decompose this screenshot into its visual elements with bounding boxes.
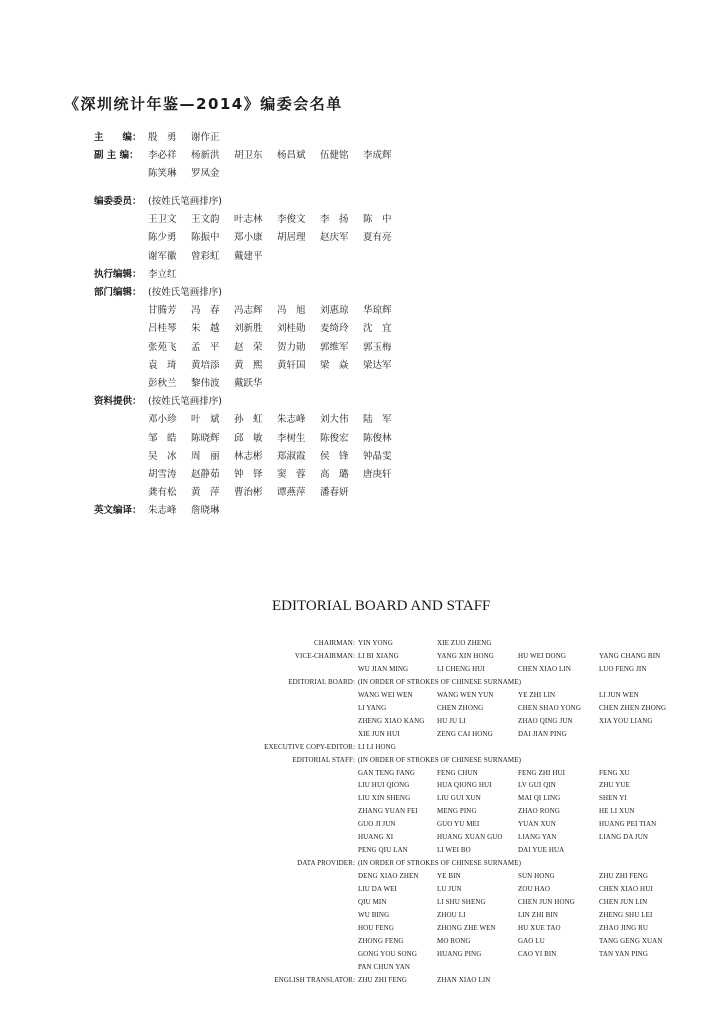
data-provider-name: 钟 铎 <box>234 469 263 480</box>
en-staff-member-name: PENG QIU LAN <box>358 846 408 855</box>
data-provider-name: 叶 斌 <box>191 414 220 426</box>
en-vice-chairman-name: CHEN XIAO LIN <box>518 664 572 673</box>
en-chairman-name: YIN YONG <box>358 639 393 647</box>
dept-editor-name: 郭玉梅 <box>363 341 392 353</box>
en-staff-member-name: ZHAO RONG <box>518 807 560 816</box>
board-label: 编委委员： <box>94 196 142 207</box>
en-data-provider-name: CAO YI BIN <box>518 949 557 958</box>
en-board-member-name: YE ZHI LIN <box>518 690 556 699</box>
en-board-member-name: CHEN SHAO YONG <box>518 703 581 712</box>
en-translator-name: ZHAN XIAO LIN <box>437 975 491 984</box>
board-member-name: 赵庆军 <box>320 232 349 244</box>
en-data-provider-name: TAN YAN PING <box>599 949 648 958</box>
en-board-member-name: ZHAO QING JUN <box>518 716 573 725</box>
en-translator-label: ENGLISH TRANSLATOR: <box>274 975 355 984</box>
vice-editor-name: 杨新洪 <box>191 150 220 162</box>
en-staff-member-name: SHEN YI <box>599 794 627 803</box>
dept-editor-name: 孟 平 <box>191 341 220 353</box>
data-provider-name: 胡雪涛 <box>148 469 177 480</box>
dept-editor-name: 冯 旭 <box>277 305 306 317</box>
en-data-provider-name: LIN ZHI BIN <box>518 910 558 919</box>
data-provider-name: 黄 萍 <box>191 487 220 499</box>
data-provider-name: 陈俊林 <box>363 432 392 444</box>
en-data-provider-name: SUN HONG <box>518 872 555 881</box>
exec-editor-label: 执行编辑： <box>94 268 142 280</box>
dept-editor-name: 郭维军 <box>320 341 349 353</box>
data-provider-name: 侯 锋 <box>320 450 349 462</box>
en-staff-member-name: YUAN XUN <box>518 820 556 829</box>
dept-editor-name: 彭秋兰 <box>148 378 177 389</box>
en-chairman-name: XIE ZUO ZHENG <box>437 639 492 647</box>
data-provider-name: 唐庚轩 <box>363 469 392 480</box>
exec-editor-name: 李立红 <box>148 268 177 280</box>
en-data-provider-name: YE BIN <box>437 872 461 881</box>
en-data-provider-name: WU BING <box>358 910 390 919</box>
en-staff-member-name: FENG XU <box>599 768 630 777</box>
dept-editor-name: 黄轩国 <box>277 359 306 371</box>
en-staff-member-name: GAN TENG FANG <box>358 768 416 777</box>
en-board-member-name: ZHENG XIAO KANG <box>358 716 425 725</box>
en-staff-member-name: LIANG YAN <box>518 833 557 842</box>
dept-editor-name: 刘惠琼 <box>320 305 349 317</box>
en-vice-chairman-name: LI CHENG HUI <box>437 664 485 673</box>
en-staff-member-name: LIU XIN SHENG <box>358 794 411 803</box>
data-provider-name: 赵静茹 <box>191 469 220 480</box>
data-provider-name: 周 丽 <box>191 450 220 462</box>
data-provider-name: 孙 虹 <box>234 414 263 426</box>
en-staff-member-name: HUANG XI <box>358 833 394 842</box>
board-member-name: 李俊文 <box>277 214 306 226</box>
en-board-member-name: CHEN ZHEN ZHONG <box>599 703 667 712</box>
data-provider-name: 陈晓辉 <box>191 432 220 444</box>
en-board-member-name: HU JU LI <box>437 716 466 725</box>
dept-editor-name: 刘新胜 <box>234 323 263 335</box>
board-member-name: 戴建平 <box>234 250 263 262</box>
vice-editor-name: 胡卫东 <box>234 150 263 162</box>
en-data-provider-name: HUANG PING <box>437 949 482 958</box>
data-provider-name: 钟晶雯 <box>363 450 392 462</box>
data-provider-name: 陈俊宏 <box>320 432 349 444</box>
data-provider-name: 邓小珍 <box>148 414 177 426</box>
dept-editor-name: 吕桂琴 <box>148 323 177 335</box>
board-member-name: 郑小康 <box>234 232 263 244</box>
data-provider-label: 资料提供： <box>94 396 142 408</box>
en-staff-member-name: ZHANG YUAN FEI <box>358 807 418 816</box>
en-data-provider-name: HOU FENG <box>358 923 394 932</box>
en-data-provider-name: HU XUE TAO <box>518 923 561 932</box>
board-member-name: 谢军徽 <box>148 250 177 262</box>
data-provider-name: 龚有松 <box>148 487 177 499</box>
vice-editor-name: 李必祥 <box>148 150 177 162</box>
dept-editor-name: 黎伟波 <box>191 378 220 389</box>
en-exec-editor-name: LI LI HONG <box>358 742 396 751</box>
translator-label: 英文编译： <box>94 505 142 517</box>
en-data-provider-name: GAO LU <box>518 936 545 945</box>
data-provider-name: 朱志峰 <box>277 414 306 426</box>
en-staff-member-name: MAI QI LING <box>518 794 561 803</box>
en-staff-member-name: LIANG DA JUN <box>599 833 649 842</box>
dept-editor-name: 冯志辉 <box>234 305 263 317</box>
en-staff-member-name: HUANG XUAN GUO <box>437 833 503 842</box>
vice-editor-label: 副 主 编： <box>94 150 139 162</box>
dept-editor-name: 张苑飞 <box>148 341 177 353</box>
en-staff-member-name: GUO YU MEI <box>437 820 480 829</box>
dept-editor-name: 梁 焱 <box>320 359 349 371</box>
data-provider-name: 陆 军 <box>363 414 392 426</box>
en-chairman-label: CHAIRMAN: <box>314 639 355 647</box>
dept-editor-name: 黄 熙 <box>234 359 263 371</box>
dept-editor-name: 梁达军 <box>363 359 392 371</box>
english-title-text: EDITORIAL BOARD AND STAFF <box>272 598 491 614</box>
en-data-provider-name: CHEN JUN HONG <box>518 898 575 906</box>
translator-name: 朱志峰 <box>148 505 177 517</box>
en-staff-member-name: LIU HUI QIONG <box>358 781 410 790</box>
board-member-name: 胡居理 <box>277 232 306 244</box>
en-vice-chairman-label: VICE-CHAIRMAN: <box>294 651 355 660</box>
en-vice-chairman-name: WU JIAN MING <box>358 664 409 673</box>
dept-editor-name: 袁 琦 <box>148 359 177 371</box>
board-member-name: 王卫文 <box>148 214 177 226</box>
en-staff-member-name: ZHU YUE <box>599 781 630 790</box>
board-member-name: 李 扬 <box>320 214 349 226</box>
data-provider-name: 邱 敏 <box>234 432 263 444</box>
en-vice-chairman-name: LI BI XIANG <box>358 651 399 660</box>
en-staff-member-name: HUANG PEI TIAN <box>599 820 657 829</box>
en-board-order-note: (IN ORDER OF STROKES OF CHINESE SURNAME) <box>358 677 522 686</box>
en-staff-member-name: FENG ZHI HUI <box>518 768 566 777</box>
en-data-provider-name: ZOU HAO <box>518 885 551 894</box>
dept-editor-name: 贺力勋 <box>277 341 306 353</box>
en-staff-member-name: HE LI XUN <box>599 807 635 816</box>
en-staff-member-name: LIU GUI XUN <box>437 794 481 803</box>
dept-editor-name: 黄培添 <box>191 359 220 371</box>
en-data-provider-name: ZHONG FENG <box>358 936 404 945</box>
data-provider-name: 高 璐 <box>320 469 349 480</box>
dept-editor-name: 戴跃华 <box>234 378 263 389</box>
en-staff-member-name: LV GUI QIN <box>518 781 556 790</box>
vice-editor-name: 陈笑琳 <box>148 168 177 180</box>
en-data-provider-name: LIU DA WEI <box>358 885 397 894</box>
en-board-label: EDITORIAL BOARD: <box>288 677 355 686</box>
vice-editor-name: 伍健铭 <box>320 150 349 162</box>
dept-editor-label: 部门编辑： <box>94 287 142 298</box>
en-staff-member-name: MENG PING <box>437 807 477 816</box>
editor-name: 殷 勇 <box>148 132 177 143</box>
translator-name: 詹晓琳 <box>191 505 220 517</box>
en-board-member-name: XIA YOU LIANG <box>599 716 653 725</box>
data-provider-name: 潘春妍 <box>320 487 349 499</box>
board-order-note: (按姓氏笔画排序) <box>148 196 222 207</box>
en-data-provider-name: PAN CHUN YAN <box>358 962 411 971</box>
board-member-name: 曾彩虹 <box>191 250 220 262</box>
data-provider-name: 吴 冰 <box>148 450 177 462</box>
en-data-provider-name: LI SHU SHENG <box>437 898 486 906</box>
data-provider-name: 谭燕萍 <box>277 487 306 499</box>
data-provider-name: 邹 皓 <box>148 432 177 444</box>
en-staff-member-name: GUO JI JUN <box>358 820 396 829</box>
en-data-provider-name: TANG GENG XUAN <box>599 936 663 945</box>
board-member-name: 王文韵 <box>191 214 220 226</box>
en-data-provider-name: MO RONG <box>437 936 471 945</box>
en-data-provider-name: ZHONG ZHE WEN <box>437 923 496 932</box>
en-staff-label: EDITORIAL STAFF: <box>292 755 355 764</box>
en-data-provider-label: DATA PROVIDER: <box>297 859 355 868</box>
en-board-member-name: WANG WEN YUN <box>437 690 494 699</box>
en-vice-chairman-name: YANG XIN HONG <box>437 651 494 660</box>
dept-editor-name: 朱 越 <box>191 323 220 335</box>
board-member-name: 陈 中 <box>363 214 392 226</box>
en-staff-order-note: (IN ORDER OF STROKES OF CHINESE SURNAME) <box>358 755 522 764</box>
en-data-provider-name: GONG YOU SONG <box>358 949 417 958</box>
vice-editor-name: 杨昌斌 <box>277 150 306 162</box>
en-board-member-name: WANG WEI WEN <box>358 690 413 699</box>
en-data-provider-name: ZHENG SHU LEI <box>599 910 653 919</box>
en-staff-member-name: LI WEI BO <box>437 846 471 855</box>
editor-name: 谢作正 <box>191 132 220 143</box>
en-data-provider-name: CHEN XIAO HUI <box>599 885 653 894</box>
en-data-order-note: (IN ORDER OF STROKES OF CHINESE SURNAME) <box>358 859 522 868</box>
en-board-member-name: DAI JIAN PING <box>518 729 567 738</box>
en-staff-member-name: DAI YUE HUA <box>518 846 565 855</box>
dept-editor-name: 冯 春 <box>191 305 220 317</box>
en-board-member-name: LI YANG <box>358 703 387 712</box>
dept-editor-name: 沈 宜 <box>363 323 392 335</box>
en-data-provider-name: DENG XIAO ZHEN <box>358 872 419 881</box>
en-data-provider-name: QIU MIN <box>358 898 387 906</box>
en-board-member-name: ZENG CAI HONG <box>437 729 493 738</box>
en-staff-member-name: HUA QIONG HUI <box>437 781 492 790</box>
data-order-note: (按姓氏笔画排序) <box>148 396 222 408</box>
board-member-name: 叶志林 <box>234 214 263 226</box>
en-exec-editor-label: EXECUTIVE COPY-EDITOR: <box>264 742 355 751</box>
data-provider-name: 刘大伟 <box>320 414 349 426</box>
en-data-provider-name: ZHAO JING RU <box>599 923 649 932</box>
en-board-member-name: XIE JUN HUI <box>358 729 400 738</box>
dept-editor-name: 麦绮玲 <box>320 323 349 335</box>
en-vice-chairman-name: YANG CHANG BIN <box>599 651 661 660</box>
vice-editor-name: 李成辉 <box>363 150 392 162</box>
data-provider-name: 窦 蓉 <box>277 469 306 480</box>
en-board-member-name: CHEN ZHONG <box>437 703 484 712</box>
board-member-name: 夏有亮 <box>363 232 392 244</box>
en-data-provider-name: CHEN JUN LIN <box>599 898 648 906</box>
board-member-name: 陈振中 <box>191 232 220 244</box>
en-translator-name: ZHU ZHI FENG <box>358 975 408 984</box>
en-vice-chairman-name: HU WEI DONG <box>518 651 567 660</box>
dept-editor-name: 刘桂勋 <box>277 323 306 335</box>
dept-editor-name: 甘腾芳 <box>148 305 177 317</box>
data-provider-name: 郑淑霞 <box>277 450 306 462</box>
en-board-member-name: LI JUN WEN <box>599 690 639 699</box>
board-member-name: 陈少勇 <box>148 232 177 244</box>
dept-order-note: (按姓氏笔画排序) <box>148 287 222 298</box>
page-title: 《深圳统计年鉴—2014》编委会名单 <box>64 95 343 113</box>
editor-label: 主 编： <box>94 132 142 143</box>
en-data-provider-name: LU JUN <box>437 885 462 894</box>
en-vice-chairman-name: LUO FENG JIN <box>599 664 647 673</box>
en-staff-member-name: FENG CHUN <box>437 768 478 777</box>
data-provider-name: 李树生 <box>277 432 306 444</box>
data-provider-name: 曹治彬 <box>234 487 263 499</box>
data-provider-name: 林志彬 <box>234 450 263 462</box>
dept-editor-name: 华琼辉 <box>363 305 392 317</box>
en-data-provider-name: ZHU ZHI FENG <box>599 872 649 881</box>
dept-editor-name: 赵 荣 <box>234 341 263 353</box>
en-data-provider-name: ZHOU LI <box>437 910 466 919</box>
vice-editor-name: 罗凤金 <box>191 168 220 180</box>
